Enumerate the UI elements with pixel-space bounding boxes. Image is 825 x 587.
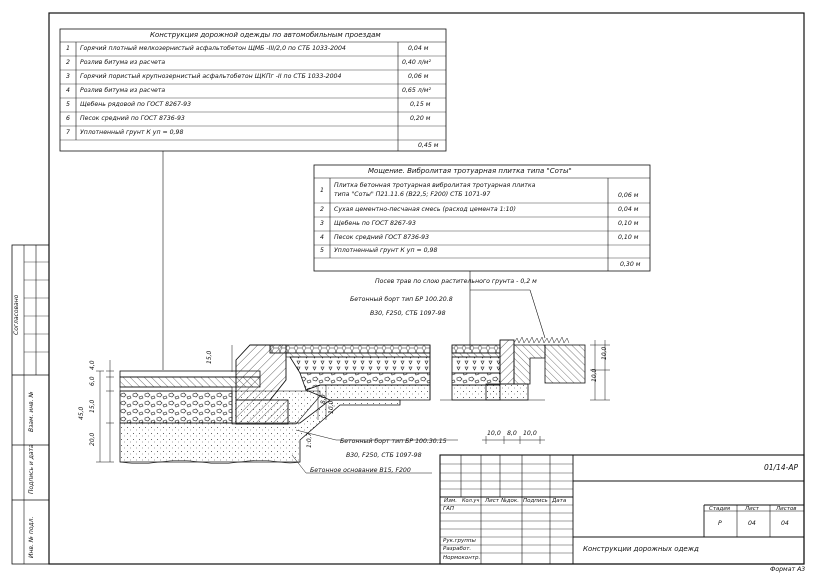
side-agreed: Согласовано — [13, 294, 20, 335]
table1-row-n: 1 — [66, 45, 70, 52]
dim-label: 8,0 — [507, 430, 517, 437]
table2-row-text: Сухая цементно-песчаная смесь (расход цемента 1:10) — [334, 206, 516, 213]
table2-title: Мощение. Вибролитая тротуарная плитка типа "Соты" — [368, 167, 572, 175]
base-label: Бетонное основание В15, F200 — [310, 467, 411, 474]
table1-row-value: 0,04 м — [408, 45, 429, 52]
curb1-label-2: В30, F250, СТБ 1097-98 — [370, 310, 446, 317]
tb-stage-label: Стадия — [709, 506, 731, 512]
tb-header: Дата — [552, 498, 567, 504]
format-label: Формат А3 — [770, 566, 806, 573]
tb-header: Изм. — [444, 498, 457, 504]
table1-row-n: 6 — [66, 115, 70, 122]
tb-header: Подпись — [523, 498, 548, 504]
table1-row-text: Розлив битума из расчета — [80, 59, 166, 66]
dim-label: 10,0 — [591, 368, 598, 382]
side-inv-replace: Взам. инв. № — [28, 391, 35, 432]
dim-label: 6,0 — [89, 376, 96, 386]
dim-label: 10,0 — [328, 400, 335, 414]
table2-row-text: Уплотненный грунт К уп = 0,98 — [334, 247, 438, 254]
table1-row-text: Розлив битума из расчета — [80, 87, 166, 94]
table2-row-text: Щебень по ГОСТ 8267-93 — [334, 220, 416, 227]
tb-header: №док. — [501, 498, 519, 504]
grass-annotation: Посев трав по слою растительного грунта - 0,2 м — [375, 278, 537, 285]
table1-title: Конструкция дорожной одежды по автомобильным проездам — [150, 31, 381, 39]
tb-sheets: 04 — [781, 520, 789, 527]
tb-sheets-label: Листов — [776, 506, 797, 512]
side-sign-date: Подпись и дата — [28, 444, 35, 494]
table1-row-text: Песок средний по ГОСТ 8736-93 — [80, 115, 185, 122]
table2-row-n: 5 — [320, 247, 324, 254]
table1-row-n: 2 — [66, 59, 70, 66]
tb-sheet: 04 — [748, 520, 756, 527]
table1-row-n: 7 — [66, 129, 70, 136]
table2-row-value: 0,10 м — [618, 220, 639, 227]
table1-row-value: 0,20 м — [410, 115, 431, 122]
table2-row-text: Песок средний ГОСТ 8736-93 — [334, 234, 430, 241]
dim-label: 20,0 — [89, 432, 96, 446]
curb2-label-1: Бетонный борт тип БР 100.30.15 — [340, 438, 447, 445]
doc-code: 01/14-АР — [764, 463, 798, 472]
table1-row-value: 0,15 м — [410, 101, 431, 108]
dim-label: 15,0 — [206, 350, 213, 364]
table1-row-text: Щебень рядовой по ГОСТ 8267-93 — [80, 101, 192, 108]
table1-row-n: 3 — [66, 73, 70, 80]
table2-row-n: 2 — [320, 206, 324, 213]
table2-row-n: 4 — [320, 234, 324, 241]
dim-label: 10,0 — [487, 430, 501, 437]
table1-total: 0,45 м — [418, 142, 439, 149]
table1-row-value: 0,40 л/м² — [402, 59, 431, 66]
dim-label: 10,0 — [523, 430, 537, 437]
side-inv-orig: Инв. № подл. — [28, 516, 35, 558]
dim-label: 8,0 — [320, 394, 327, 404]
tb-sheet-label: Лист — [745, 506, 759, 512]
table1-row-text: Уплотненный грунт К уп = 0,98 — [80, 129, 184, 136]
dim-label: 4,0 — [89, 360, 96, 370]
tb-role: Разработ. — [443, 546, 472, 552]
table2-total: 0,30 м — [620, 261, 641, 268]
slope-label: 1:0,7 — [306, 432, 313, 448]
tb-role: Нормоконтр. — [443, 555, 481, 561]
table1-row-value: 0,65 л/м² — [402, 87, 431, 94]
dim-label: 15,0 — [89, 399, 96, 413]
table2-row-value: 0,10 м — [618, 234, 639, 241]
tb-stage: Р — [718, 520, 722, 527]
table1-row-value: 0,06 м — [408, 73, 429, 80]
dim-label: 10,0 — [601, 346, 608, 360]
tb-header: Кол.уч — [462, 498, 480, 504]
tb-header: Лист — [485, 498, 499, 504]
tb-title: Конструкции дорожных одежд — [583, 545, 699, 553]
table2-row-n: 1 — [320, 187, 324, 194]
table2-row-value: 0,04 м — [618, 206, 639, 213]
table1-row-n: 4 — [66, 87, 70, 94]
tb-role: ГАП — [443, 506, 454, 512]
tb-role: Рук.группы — [443, 538, 476, 544]
table2-row-value: 0,06 м — [618, 192, 639, 199]
dim-label: 45,0 — [78, 406, 85, 420]
table2-row1-line2: типа "Соты" П21.11.6 (В22,5; F200) СТБ 1071-97 — [334, 191, 491, 198]
table2-row1-line1: Плитка бетонная тротуарная вибролитая тротуарная плитка — [334, 182, 536, 189]
table1-row-text: Горячий плотный мелкозернистый асфальтобетон ЩМБ -III/2,0 по СТБ 1033-2004 — [80, 45, 346, 52]
table2-row-n: 3 — [320, 220, 324, 227]
table1-row-text: Горячий пористый крупнозернистый асфальтобетон ЩКПг -II по СТБ 1033-2004 — [80, 73, 342, 80]
table1-row-n: 5 — [66, 101, 70, 108]
curb1-label-1: Бетонный борт тип БР 100.20.8 — [350, 296, 453, 303]
curb2-label-2: В30, F250, СТБ 1097-98 — [346, 452, 422, 459]
